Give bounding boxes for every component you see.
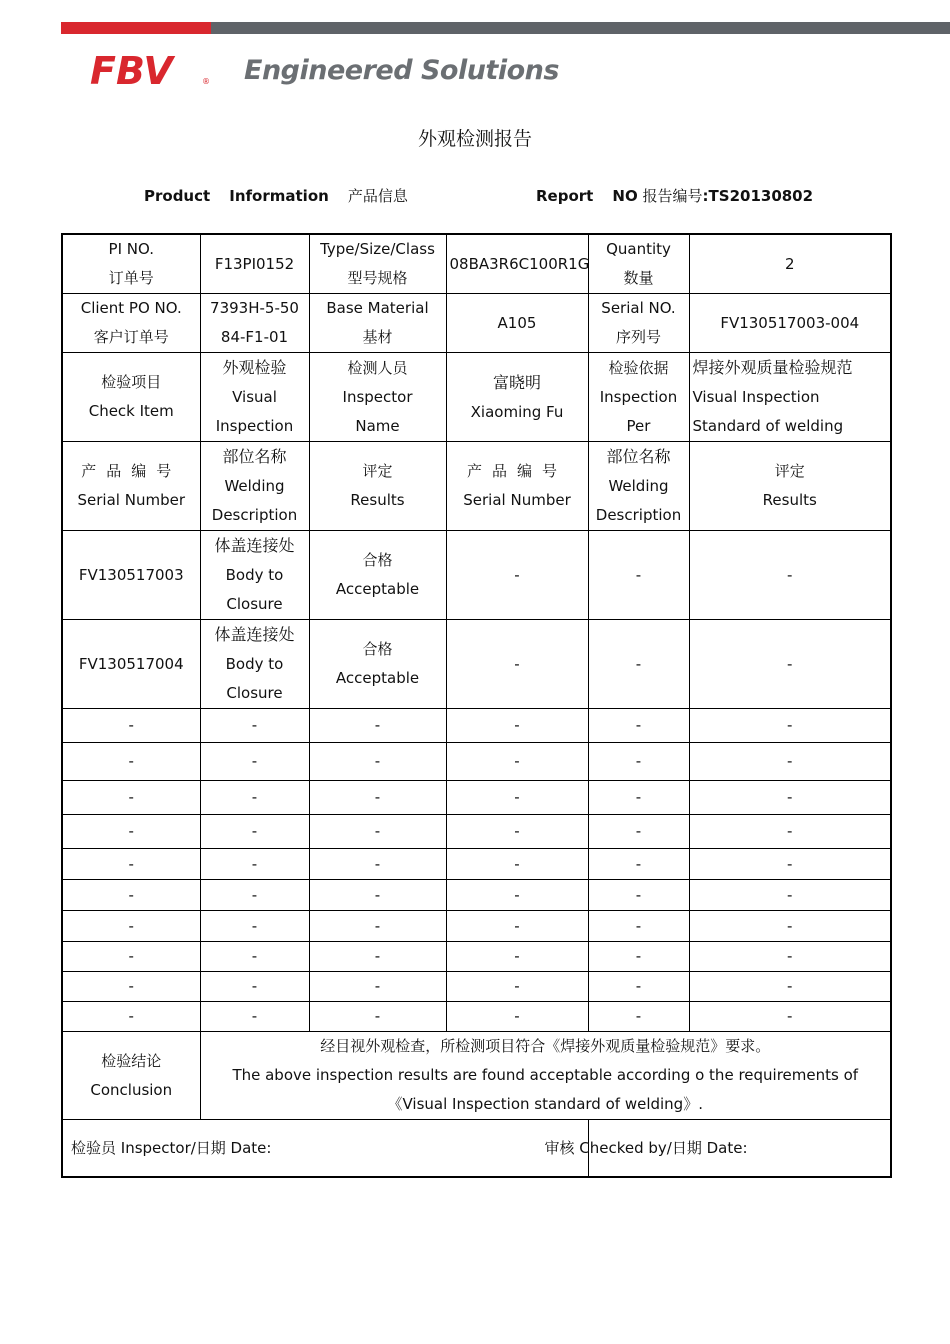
header-bar-red — [61, 22, 211, 34]
table-cell: - — [446, 781, 588, 815]
table-cell: - — [446, 1002, 588, 1032]
table-cell: - — [309, 781, 446, 815]
empty-row — [62, 849, 891, 880]
table-cell: - — [689, 815, 891, 849]
empty-row — [62, 709, 891, 743]
table-cell: 产品编号 Serial Number — [62, 442, 200, 531]
table-cell: 富晓明 Xiaoming Fu — [446, 353, 588, 442]
table-cell: - — [309, 815, 446, 849]
table-cell: - — [200, 781, 309, 815]
table-cell: - — [689, 942, 891, 972]
table-cell: - — [588, 849, 689, 880]
conclusion-label-en: Conclusion — [90, 1080, 173, 1099]
table-cell: 08BA3R6C100R1G — [446, 234, 588, 294]
product-info-label: Product Information 产品信息 — [144, 187, 408, 205]
table-cell: - — [588, 781, 689, 815]
table-cell: - — [689, 781, 891, 815]
table-cell: - — [62, 849, 200, 880]
conclusion-standard: 《Visual Inspection standard of welding》. — [387, 1095, 703, 1113]
table-cell: - — [588, 942, 689, 972]
empty-row — [62, 942, 891, 972]
table-cell: - — [200, 709, 309, 743]
table-cell: - — [588, 815, 689, 849]
table-cell: - — [62, 743, 200, 781]
table-cell: FV130517003 — [62, 531, 200, 620]
signoff-row — [62, 1120, 891, 1178]
table-cell: Client PO NO. 客户订单号 — [62, 294, 200, 353]
table-cell: Base Material 基材 — [309, 294, 446, 353]
table-cell: 检验项目 Check Item — [62, 353, 200, 442]
table-cell: - — [62, 942, 200, 972]
empty-row — [62, 880, 891, 911]
table-cell: Type/Size/Class 型号规格 — [309, 234, 446, 294]
table-cell: - — [62, 709, 200, 743]
table-cell: - — [588, 531, 689, 620]
table-cell: PI NO. 订单号 — [62, 234, 200, 294]
table-cell: - — [446, 815, 588, 849]
table-cell: - — [446, 531, 588, 620]
table-cell: 合格 Acceptable — [309, 620, 446, 709]
document-title: 外观检测报告 — [417, 128, 532, 150]
header-bar-grey — [211, 22, 950, 34]
table-cell: FV130517004 — [62, 620, 200, 709]
table-cell: Serial NO. 序列号 — [588, 294, 689, 353]
table-cell: - — [446, 709, 588, 743]
table-cell: - — [200, 942, 309, 972]
table-cell: 7393H-5-50 84-F1-01 — [200, 294, 309, 353]
table-cell: 体盖连接处 Body to Closure — [200, 620, 309, 709]
table-cell: - — [200, 743, 309, 781]
table-cell: - — [309, 972, 446, 1002]
table-cell: - — [309, 849, 446, 880]
table-cell: - — [62, 1002, 200, 1032]
table-cell: - — [309, 942, 446, 972]
table-cell: - — [200, 815, 309, 849]
table-row — [62, 294, 891, 353]
brand-tagline: Engineered Solutions — [244, 55, 559, 86]
table-cell: - — [62, 880, 200, 911]
inspection-table — [61, 233, 892, 1178]
table-cell: - — [446, 880, 588, 911]
table-cell — [62, 1032, 200, 1120]
table-cell: - — [588, 743, 689, 781]
empty-row — [62, 911, 891, 942]
empty-row — [62, 815, 891, 849]
table-cell: 2 — [689, 234, 891, 294]
table-row — [62, 353, 891, 442]
table-cell — [544, 1120, 891, 1178]
table-cell: - — [689, 849, 891, 880]
table-row — [62, 442, 891, 531]
table-cell: 体盖连接处 Body to Closure — [200, 531, 309, 620]
table-cell: - — [588, 709, 689, 743]
empty-row — [62, 781, 891, 815]
table-cell — [62, 1120, 588, 1178]
table-cell: Quantity 数量 — [588, 234, 689, 294]
table-cell: - — [588, 880, 689, 911]
table-cell: - — [446, 911, 588, 942]
conclusion-text-en: The above inspection results are found acceptable according o the requirements of — [232, 1066, 859, 1084]
table-cell: - — [689, 911, 891, 942]
table-cell: A105 — [446, 294, 588, 353]
table-cell: - — [309, 709, 446, 743]
table-cell: 部位名称 Welding Description — [200, 442, 309, 531]
table-cell: - — [446, 620, 588, 709]
table-cell: - — [200, 972, 309, 1002]
table-cell: 评定 Results — [689, 442, 891, 531]
table-cell — [200, 1032, 891, 1120]
checked-by-signature: 审核 Checked by/日期 Date: — [544, 1138, 748, 1157]
table-cell: 产品编号 Serial Number — [446, 442, 588, 531]
table-cell: F13PI0152 — [200, 234, 309, 294]
table-row — [62, 234, 891, 294]
table-cell: - — [588, 972, 689, 1002]
table-cell: - — [309, 1002, 446, 1032]
report-number: Report NO 报告编号:TS20130802 — [536, 187, 814, 205]
fbv-logo — [90, 49, 215, 93]
table-cell: 焊接外观质量检验规范 Visual Inspection Standard of welding — [689, 353, 891, 442]
conclusion-text-cn: 经目视外观检查，所检测项目符合《焊接外观质量检验规范》要求。 — [320, 1037, 771, 1055]
table-cell: - — [200, 1002, 309, 1032]
table-cell: - — [689, 620, 891, 709]
table-cell: FV130517003-004 — [689, 294, 891, 353]
table-cell: - — [309, 880, 446, 911]
empty-row — [62, 972, 891, 1002]
table-cell: - — [689, 880, 891, 911]
table-cell: - — [446, 849, 588, 880]
table-cell: - — [62, 815, 200, 849]
table-cell: 检测人员 Inspector Name — [309, 353, 446, 442]
table-cell: - — [446, 743, 588, 781]
conclusion-label-cn: 检验结论 — [101, 1051, 162, 1070]
table-cell: - — [588, 1002, 689, 1032]
table-cell: 合格 Acceptable — [309, 531, 446, 620]
empty-row — [62, 743, 891, 781]
table-cell: - — [689, 743, 891, 781]
table-cell: - — [62, 781, 200, 815]
table-cell: - — [588, 911, 689, 942]
table-cell: - — [689, 972, 891, 1002]
table-cell: - — [200, 880, 309, 911]
table-cell: - — [200, 849, 309, 880]
table-cell: - — [689, 531, 891, 620]
table-cell: - — [62, 911, 200, 942]
table-cell: - — [309, 743, 446, 781]
table-row — [62, 620, 891, 709]
table-cell: - — [689, 709, 891, 743]
logo-text: FBV — [90, 49, 173, 93]
table-row — [62, 531, 891, 620]
table-cell: 评定 Results — [309, 442, 446, 531]
conclusion-row — [62, 1032, 891, 1120]
table-cell: 检验依据 Inspection Per — [588, 353, 689, 442]
table-cell: 部位名称 Welding Description — [588, 442, 689, 531]
table-cell: - — [446, 942, 588, 972]
table-cell: - — [689, 1002, 891, 1032]
empty-row — [62, 1002, 891, 1032]
table-cell: - — [446, 972, 588, 1002]
table-cell: - — [588, 620, 689, 709]
table-cell: 外观检验 Visual Inspection — [200, 353, 309, 442]
table-cell: - — [200, 911, 309, 942]
table-cell: - — [62, 972, 200, 1002]
svg-text:®: ® — [202, 77, 210, 86]
inspector-signature: 检验员 Inspector/日期 Date: — [71, 1138, 272, 1157]
table-cell: - — [309, 911, 446, 942]
